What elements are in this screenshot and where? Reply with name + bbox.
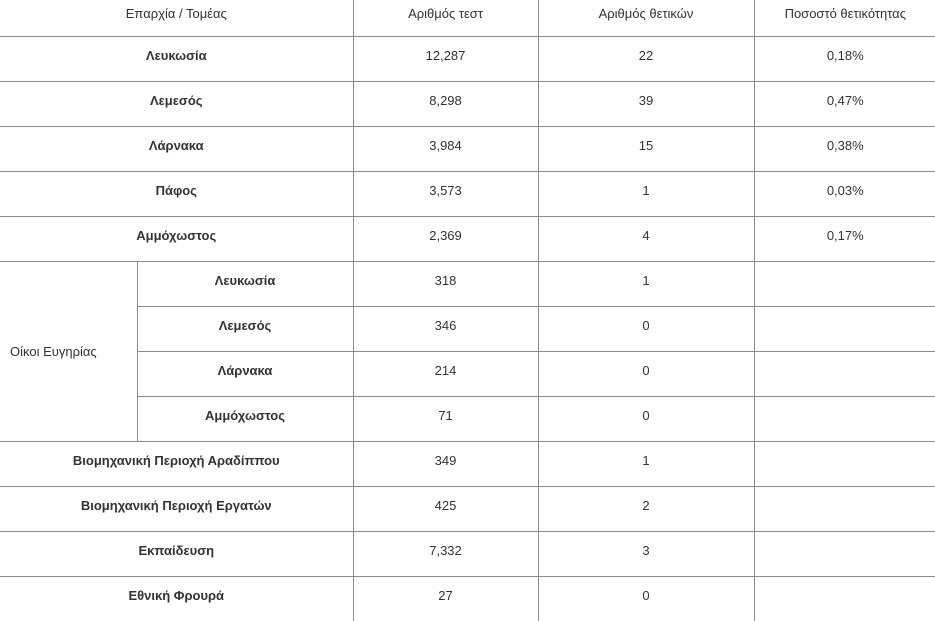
row-rate: [754, 532, 935, 577]
table-row: [0, 487, 935, 532]
row-tests: 8,298: [353, 82, 538, 127]
row-positives: 0: [538, 577, 754, 621]
row-tests: 214: [353, 352, 538, 397]
table-row: [0, 577, 935, 621]
row-tests: 425: [353, 487, 538, 532]
table-row: [0, 37, 935, 82]
row-tests: 12,287: [353, 37, 538, 82]
row-rate: [754, 262, 935, 307]
row-tests: 318: [353, 262, 538, 307]
row-positives: 1: [538, 172, 754, 217]
table-row: [0, 307, 935, 352]
row-rate: [754, 352, 935, 397]
row-name: Λευκωσία: [0, 37, 353, 82]
row-tests: 7,332: [353, 532, 538, 577]
table-row: [0, 442, 935, 487]
row-tests: 3,984: [353, 127, 538, 172]
row-tests: 27: [353, 577, 538, 621]
row-positives: 22: [538, 37, 754, 82]
row-rate: [754, 307, 935, 352]
header-row: [0, 0, 935, 37]
header-rate: Ποσοστό θετικότητας: [754, 0, 935, 37]
header-positives: Αριθμός θετικών: [538, 0, 754, 37]
table-row: [0, 127, 935, 172]
row-tests: 2,369: [353, 217, 538, 262]
table-row: [0, 172, 935, 217]
row-name: Πάφος: [0, 172, 353, 217]
row-rate: 0,18%: [754, 37, 935, 82]
row-rate: [754, 442, 935, 487]
row-name: Αμμόχωστος: [0, 217, 353, 262]
row-name: Λεμεσός: [137, 307, 353, 352]
row-name: Εθνική Φρουρά: [0, 577, 353, 621]
row-tests: 3,573: [353, 172, 538, 217]
row-positives: 1: [538, 442, 754, 487]
row-positives: 1: [538, 262, 754, 307]
row-rate: 0,38%: [754, 127, 935, 172]
header-tests: Αριθμός τεστ: [353, 0, 538, 37]
row-name: Αμμόχωστος: [137, 397, 353, 442]
table-row: [0, 532, 935, 577]
row-positives: 2: [538, 487, 754, 532]
row-positives: 0: [538, 352, 754, 397]
row-name: Βιομηχανική Περιοχή Εργατών: [0, 487, 353, 532]
row-rate: 0,47%: [754, 82, 935, 127]
row-name: Λευκωσία: [137, 262, 353, 307]
row-positives: 3: [538, 532, 754, 577]
table-row: [0, 397, 935, 442]
row-tests: 71: [353, 397, 538, 442]
row-tests: 346: [353, 307, 538, 352]
row-name: Βιομηχανική Περιοχή Αραδίππου: [0, 442, 353, 487]
table-row: [0, 82, 935, 127]
row-rate: [754, 577, 935, 621]
row-rate: [754, 487, 935, 532]
table-row: [0, 262, 935, 307]
row-name: Λεμεσός: [0, 82, 353, 127]
row-tests: 349: [353, 442, 538, 487]
nursing-homes-group-label: Οίκοι Ευγηρίας: [0, 262, 137, 442]
row-positives: 15: [538, 127, 754, 172]
row-positives: 0: [538, 397, 754, 442]
row-name: Λάρνακα: [137, 352, 353, 397]
row-name: Εκπαίδευση: [0, 532, 353, 577]
row-rate: 0,17%: [754, 217, 935, 262]
header-district: Επαρχία / Τομέας: [0, 0, 353, 37]
row-positives: 4: [538, 217, 754, 262]
row-name: Λάρνακα: [0, 127, 353, 172]
row-positives: 39: [538, 82, 754, 127]
row-rate: [754, 397, 935, 442]
table-row: [0, 352, 935, 397]
table-row: [0, 217, 935, 262]
row-rate: 0,03%: [754, 172, 935, 217]
row-positives: 0: [538, 307, 754, 352]
